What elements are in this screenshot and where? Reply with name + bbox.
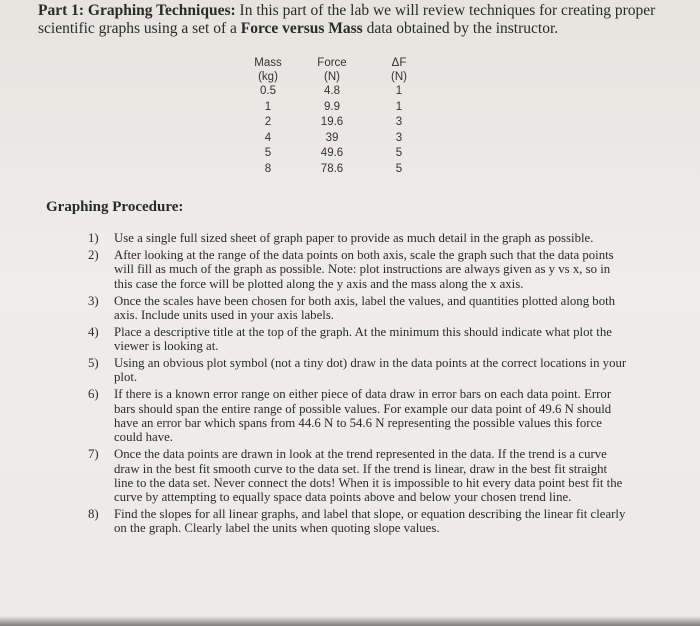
step-text: Once the data points are drawn in look at the trend represented in the data. If the trend is a curve draw in the best fit smooth curve to the data set. If the trend is linear, draw in the best fit straight line to the data set. Never connect the dots! When it is impossible to hit every data point best fit the curve by attempting to equally space data points above and below your chosen trend line. xyxy=(114,447,623,505)
procedure-step xyxy=(88,248,628,291)
table-cell: 1 xyxy=(264,100,272,113)
delta-force-column xyxy=(371,56,427,178)
step-number: 4) xyxy=(88,324,99,339)
mass-column xyxy=(240,56,296,178)
step-number: 6) xyxy=(88,387,99,402)
step-number: 1) xyxy=(88,231,99,245)
table-cell: 0.5 xyxy=(260,85,276,97)
step-number: 5) xyxy=(88,356,99,371)
step-text: If there is a known error range on either piece of data draw in error bars on each data point. Error bars should span the entire range of possible values. For example our data point of 49.6 N should have an error bar which spans from 44.6 N to 54.6 N representing the possible values this force could have. xyxy=(114,387,612,445)
table-cell: 3 xyxy=(395,131,403,144)
procedure-step xyxy=(88,447,628,504)
table-cell: 1 xyxy=(395,100,403,113)
step-text: Find the slopes for all linear graphs, and label that slope, or equation describing the linear fit clearly on the graph. Clearly label the units when quoting slope values. xyxy=(114,507,626,536)
table-cell: 19.6 xyxy=(320,116,344,129)
intro-text-2: data obtained by the instructor. xyxy=(362,20,559,37)
column-header: Mass xyxy=(254,57,282,69)
table-cell: 5 xyxy=(395,162,403,175)
step-number: 2) xyxy=(88,247,99,262)
procedure-steps-list xyxy=(88,231,628,538)
graphing-procedure-heading: Graphing Procedure: xyxy=(46,199,184,215)
column-unit: (kg) xyxy=(258,71,278,83)
table-cell: 9.9 xyxy=(324,100,340,113)
column-unit: (N) xyxy=(324,71,340,83)
table-cell: 39 xyxy=(325,131,339,144)
step-number: 3) xyxy=(88,293,99,308)
intro-text-1: In this part of the lab we will review techniques for creating proper scientific graphs using a set of a xyxy=(38,2,656,37)
part-1-intro xyxy=(38,2,678,38)
step-text: Using an obvious plot symbol (not a tiny dot) draw in the data points at the correct locations in your plot. xyxy=(114,356,627,385)
table-cell: 3 xyxy=(395,116,403,129)
procedure-step xyxy=(88,325,628,354)
step-text: After looking at the range of the data points on both axis, scale the graph such that the data points will fill as much of the graph as possible. Note: plot instructions are always given as y vs x, so in this case the force will be plotted along the y axis and the mass along the x axis. xyxy=(114,247,614,291)
procedure-step xyxy=(88,231,628,245)
table-cell: 8 xyxy=(264,162,272,175)
procedure-step xyxy=(88,356,628,385)
table-cell: 49.6 xyxy=(320,147,344,160)
procedure-step xyxy=(88,387,628,444)
column-header: ΔF xyxy=(391,57,407,69)
step-number: 7) xyxy=(88,447,99,462)
force-column xyxy=(304,56,360,178)
table-cell: 78.6 xyxy=(320,162,344,175)
column-unit: (N) xyxy=(391,71,407,83)
table-cell: 2 xyxy=(264,116,272,129)
table-cell: 5 xyxy=(264,147,272,160)
intro-emphasis: Force versus Mass xyxy=(240,20,363,37)
table-cell: 1 xyxy=(395,85,403,97)
step-number: 8) xyxy=(88,507,99,522)
bottom-shadow xyxy=(0,616,700,626)
column-header: Force xyxy=(317,57,347,69)
part-1-heading: Part 1: Graphing Techniques: xyxy=(38,2,236,19)
step-text: Use a single full sized sheet of graph paper to provide as much detail in the graph as possible. xyxy=(114,231,594,245)
table-cell: 4 xyxy=(264,131,272,144)
procedure-step xyxy=(88,507,628,536)
table-cell: 5 xyxy=(395,147,403,160)
table-cell: 4.8 xyxy=(324,85,340,97)
step-text: Place a descriptive title at the top of the graph. At the minimum this should indicate what plot the viewer is looking at. xyxy=(114,324,612,354)
procedure-step xyxy=(88,294,628,323)
step-text: Once the scales have been chosen for both axis, label the values, and quantities plotted along both axis. Include units used in your axis labels. xyxy=(114,293,616,322)
